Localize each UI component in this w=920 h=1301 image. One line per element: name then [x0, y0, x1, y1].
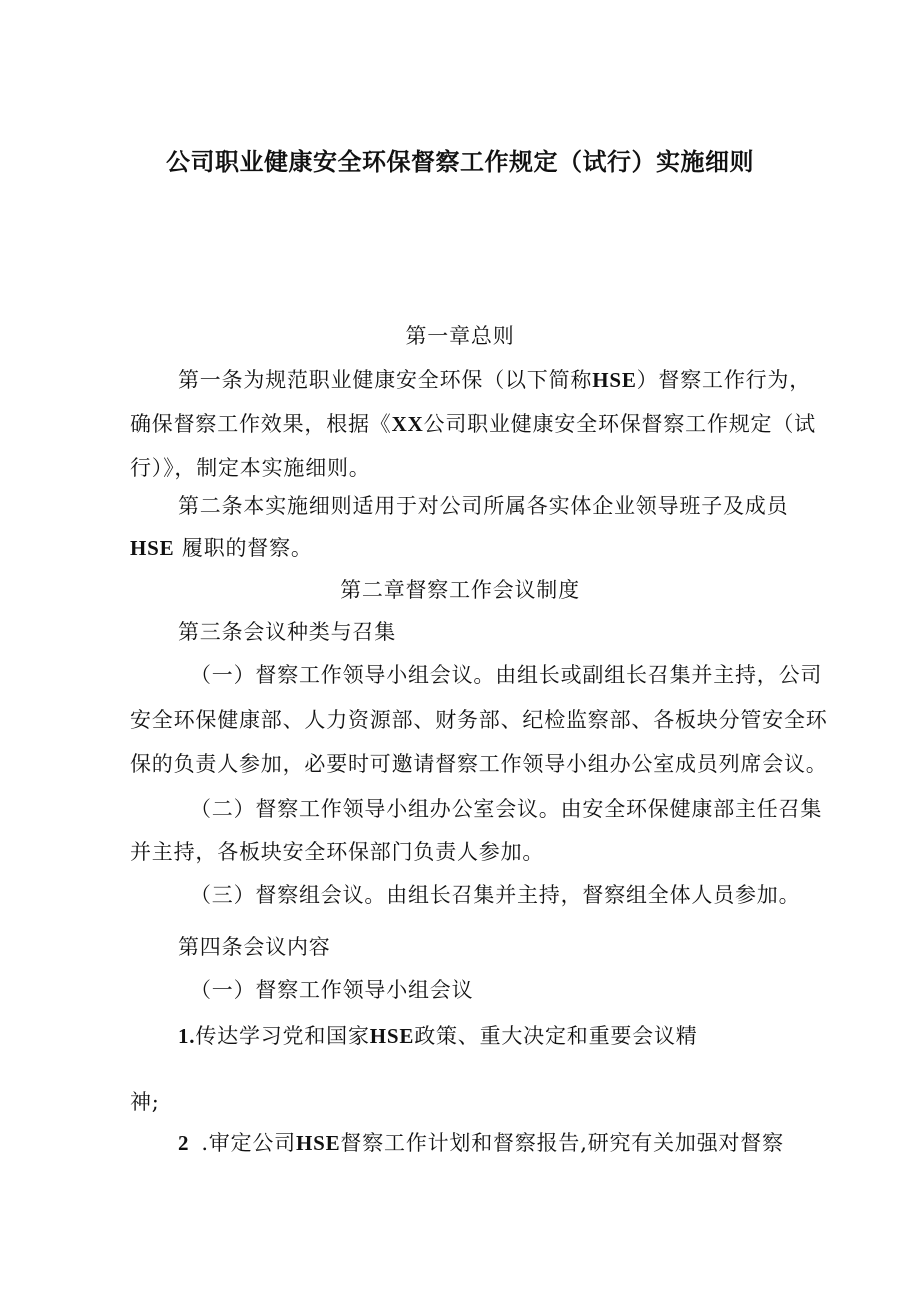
- article-3-item-2-line-2: 并主持，各板块安全环保部门负责人参加。: [130, 840, 545, 864]
- article-1-line-2: 确保督察工作效果，根据《XX公司职业健康安全环保督察工作规定（试: [130, 412, 816, 436]
- article-1-line-3: 行）》，制定本实施细则。: [130, 456, 371, 480]
- article-3-item-1-line-2: 安全环保健康部、人力资源部、财务部、纪检监察部、各板块分管安全环: [130, 708, 828, 732]
- article-1-line-1: 第一条为规范职业健康安全环保（以下简称HSE）督察工作行为，: [178, 368, 812, 392]
- article-3-item-1-line-1: （一）督察工作领导小组会议。由组长或副组长召集并主持，公司: [190, 663, 823, 687]
- article-3-item-1-line-3: 保的负责人参加，必要时可邀请督察工作领导小组办公室成员列席会议。: [130, 752, 828, 776]
- chapter-1-heading: 第一章总则: [405, 324, 515, 348]
- article-4-point-1: 1.传达学习党和国家HSE政策、重大决定和重要会议精: [178, 1024, 698, 1048]
- article-3-heading: 第三条会议种类与召集: [178, 620, 396, 644]
- article-4-point-1-continuation: 神;: [130, 1090, 160, 1114]
- chapter-2-heading: 第二章督察工作会议制度: [340, 578, 580, 602]
- article-4-heading: 第四条会议内容: [178, 935, 331, 959]
- article-3-item-3: （三）督察组会议。由组长召集并主持，督察组全体人员参加。: [190, 883, 801, 907]
- article-2-line-2: HSE 履职的督察。: [130, 536, 313, 560]
- article-4-subheading-1: （一）督察工作领导小组会议: [190, 978, 474, 1002]
- article-3-item-2-line-1: （二）督察工作领导小组办公室会议。由安全环保健康部主任召集: [190, 797, 823, 821]
- article-4-point-2: 2 .审定公司HSE督察工作计划和督察报告,研究有关加强对督察: [178, 1131, 784, 1155]
- article-2-line-1: 第二条本实施细则适用于对公司所属各实体企业领导班子及成员: [178, 494, 789, 518]
- document-title: 公司职业健康安全环保督察工作规定（试行）实施细则: [166, 148, 754, 176]
